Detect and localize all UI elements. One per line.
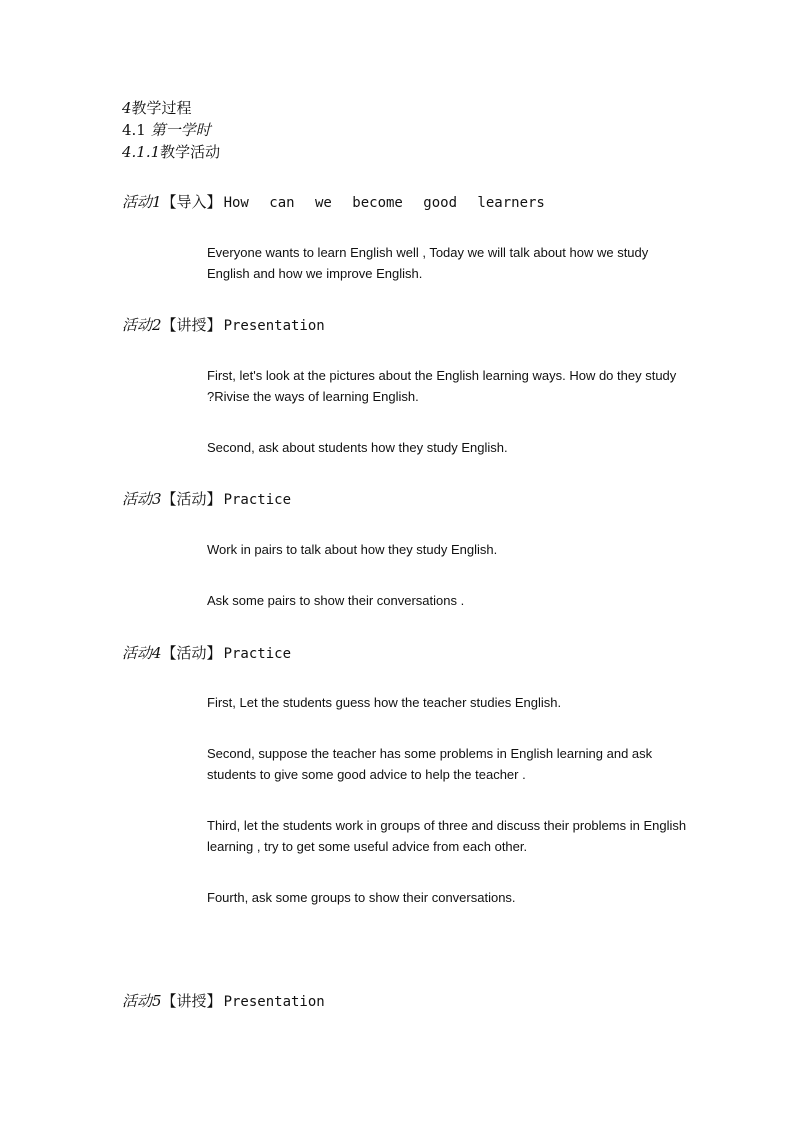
activity-2-paragraph-1: First, let's look at the pictures about the English learning ways. How do they study ?Rivise the ways of learning English. — [207, 368, 677, 404]
section-heading-4 — [122, 98, 192, 118]
activity-name: Practice — [223, 492, 291, 508]
activity-5-title — [122, 991, 325, 1012]
activity-2-title — [122, 315, 325, 336]
activity-type: 【活动】 — [161, 644, 222, 662]
activity-4-paragraph-2: Second, suppose the teacher has some problems in English learning and ask students to give some good advice to help the teacher . — [207, 746, 653, 782]
activity-4-paragraph-3: Third, let the students work in groups of three and discuss their problems in English learning , try to get some useful advice from each other. — [207, 818, 687, 854]
activity-3-paragraph-1: Work in pairs to talk about how they study English. — [207, 542, 498, 557]
activity-3-paragraph-2: Ask some pairs to show their conversations . — [207, 593, 465, 608]
activity-name: Presentation — [223, 994, 325, 1010]
activity-label: 活动1 — [122, 193, 162, 211]
heading-number: 4.1 — [122, 121, 151, 139]
section-heading-4-1-1 — [122, 142, 220, 162]
activity-2-paragraph-2: Second, ask about students how they study English. — [207, 440, 508, 455]
activity-label: 活动2 — [122, 316, 162, 334]
activity-label: 活动4 — [122, 644, 162, 662]
activity-type: 【讲授】 — [161, 316, 222, 334]
activity-1-title — [122, 192, 545, 213]
section-heading-4-1 — [122, 120, 211, 140]
activity-type: 【讲授】 — [161, 992, 222, 1010]
activity-type: 【活动】 — [161, 490, 222, 508]
activity-4-paragraph-4: Fourth, ask some groups to show their conversations. — [207, 890, 516, 905]
activity-name: How can we become good learners — [223, 195, 545, 211]
activity-1-paragraph-1: Everyone wants to learn English well , Today we will talk about how we study English and how we improve English. — [207, 245, 649, 281]
heading-text: 教学过程 — [131, 99, 192, 117]
heading-text: 教学活动 — [160, 143, 221, 161]
activity-label: 活动5 — [122, 992, 162, 1010]
heading-text: 第一学时 — [150, 121, 211, 139]
activity-type: 【导入】 — [161, 193, 222, 211]
heading-number: 4.1.1 — [122, 143, 161, 161]
activity-4-paragraph-1: First, Let the students guess how the teacher studies English. — [207, 695, 562, 710]
activity-4-title — [122, 643, 291, 664]
activity-3-title — [122, 489, 291, 510]
activity-name: Practice — [223, 646, 291, 662]
heading-number: 4 — [122, 99, 132, 117]
activity-name: Presentation — [223, 318, 325, 334]
activity-label: 活动3 — [122, 490, 162, 508]
